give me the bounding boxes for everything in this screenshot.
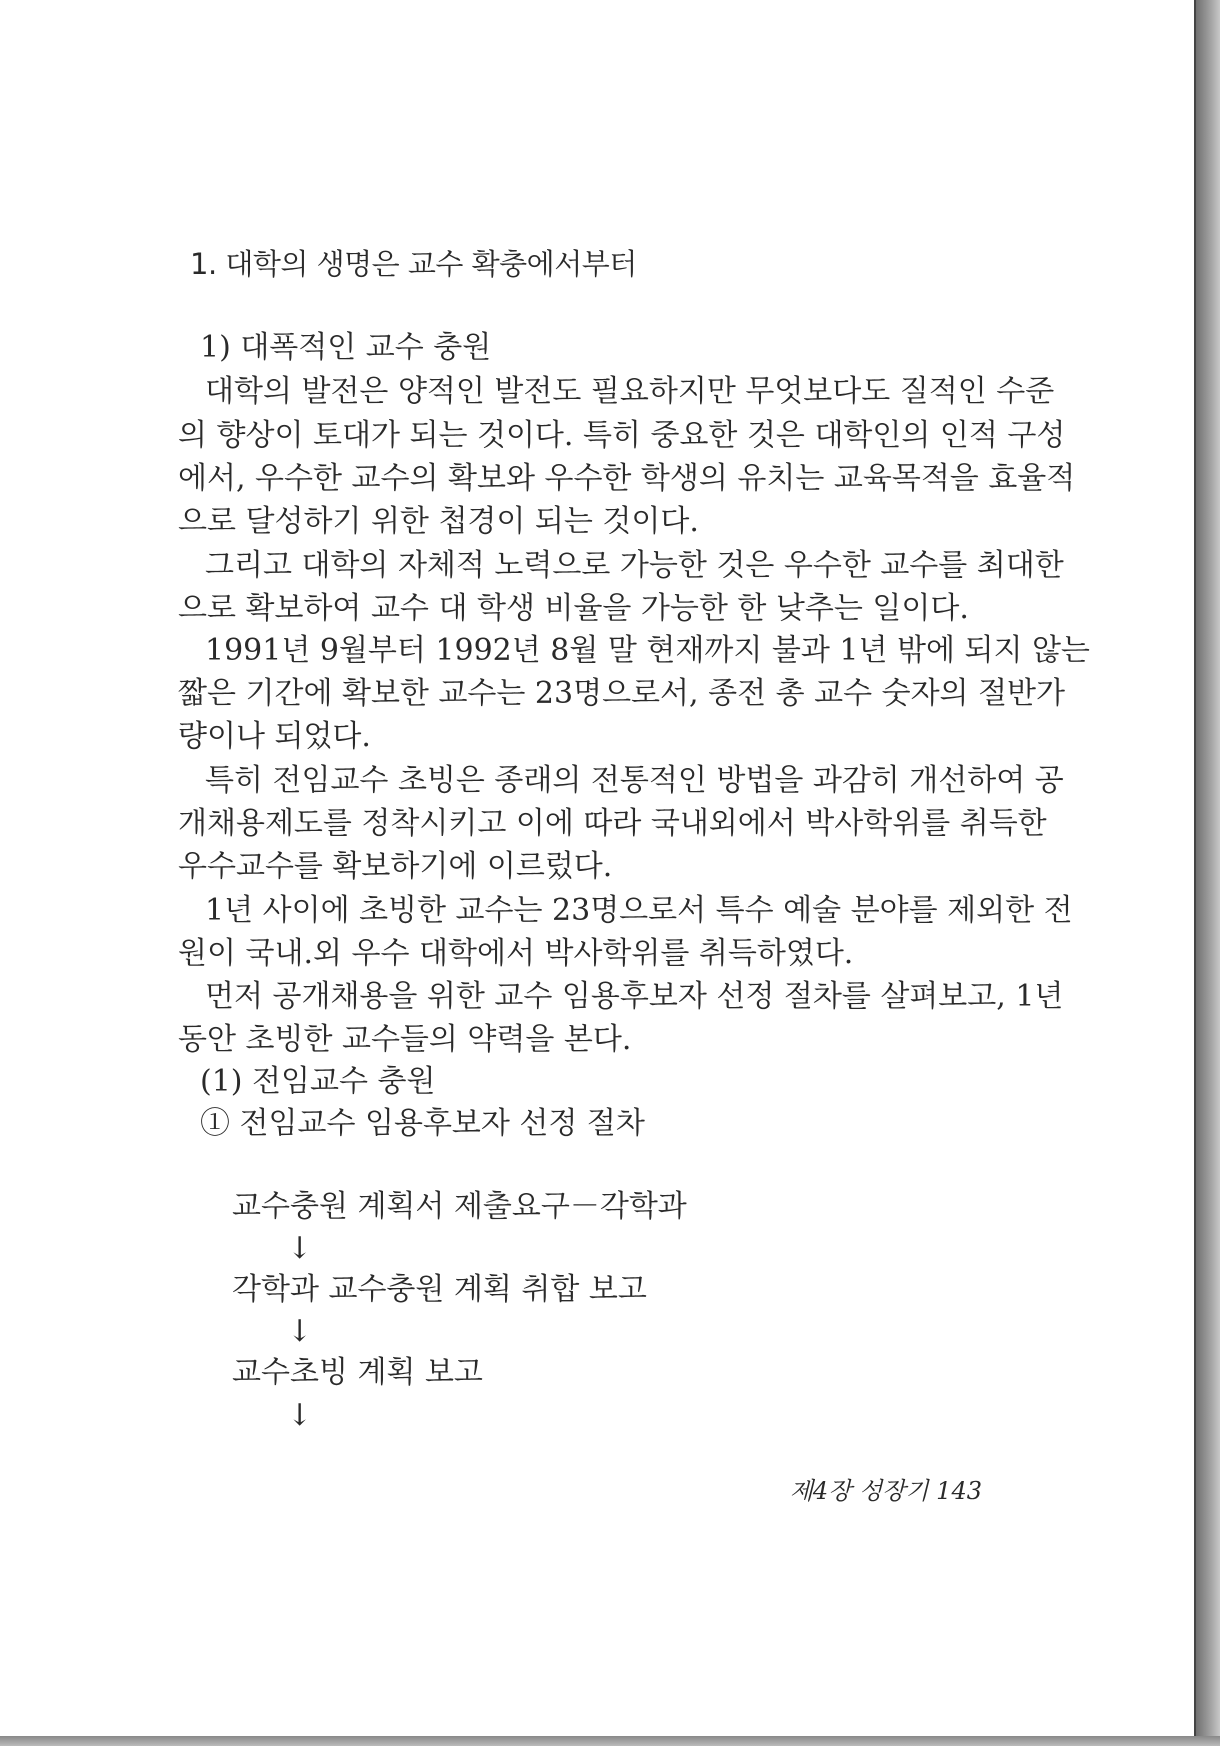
paragraph-line: 특히 전임교수 초빙은 종래의 전통적인 방법을 과감히 개선하여 공 — [205, 763, 1064, 798]
paragraph-line: 에서, 우수한 교수의 확보와 우수한 학생의 유치는 교육목적을 효율적 — [178, 461, 1076, 496]
flow-step: 교수초빙 계획 보고 — [232, 1355, 483, 1390]
paragraph-line: 의 향상이 토대가 되는 것이다. 특히 중요한 것은 대학인의 인적 구성 — [178, 418, 1066, 453]
section-heading: 1. 대학의 생명은 교수 확충에서부터 — [190, 247, 637, 281]
paragraph-line: 개채용제도를 정착시키고 이에 따라 국내외에서 박사학위를 취득한 — [178, 806, 1047, 841]
paragraph-line: 우수교수를 확보하기에 이르렀다. — [178, 849, 613, 884]
paragraph-line: 동안 초빙한 교수들의 약력을 본다. — [178, 1022, 632, 1057]
down-arrow-icon: ↓ — [287, 1314, 313, 1349]
paragraph-line: 으로 확보하여 교수 대 학생 비율을 가능한 한 낮추는 일이다. — [178, 591, 969, 626]
paragraph-line: 대학의 발전은 양적인 발전도 필요하지만 무엇보다도 질적인 수준 — [205, 374, 1055, 409]
page-bottom-shadow — [0, 1736, 1220, 1746]
paragraph-line: 으로 달성하기 위한 첩경이 되는 것이다. — [178, 504, 699, 539]
down-arrow-icon: ↓ — [287, 1231, 313, 1266]
flow-step: 교수충원 계획서 제출요구－각학과 — [232, 1189, 687, 1224]
page-edge-shadow — [1194, 0, 1220, 1746]
paragraph-line: 원이 국내.외 우수 대학에서 박사학위를 취득하였다. — [178, 936, 854, 971]
paragraph-line: 그리고 대학의 자체적 노력으로 가능한 것은 우수한 교수를 최대한 — [205, 548, 1064, 583]
paragraph-line: 량이나 되었다. — [178, 719, 371, 754]
down-arrow-icon: ↓ — [287, 1398, 313, 1433]
subsection-item: ① 전임교수 임용후보자 선정 절차 — [200, 1106, 645, 1141]
subheading: 1) 대폭적인 교수 충원 — [200, 330, 492, 365]
paragraph-line: 짧은 기간에 확보한 교수는 23명으로서, 종전 총 교수 숫자의 절반가 — [178, 676, 1066, 711]
paragraph-line: 1년 사이에 초빙한 교수는 23명으로서 특수 예술 분야를 제외한 전 — [205, 893, 1073, 928]
paragraph-line: 먼저 공개채용을 위한 교수 임용후보자 선정 절차를 살펴보고, 1년 — [205, 979, 1064, 1014]
flow-step: 각학과 교수충원 계획 취합 보고 — [232, 1272, 647, 1307]
subsection-title: (1) 전임교수 충원 — [200, 1064, 436, 1099]
paragraph-line: 1991년 9월부터 1992년 8월 말 현재까지 불과 1년 밖에 되지 않는 — [205, 633, 1090, 668]
page-footer: 제4장 성장기 143 — [789, 1477, 982, 1505]
